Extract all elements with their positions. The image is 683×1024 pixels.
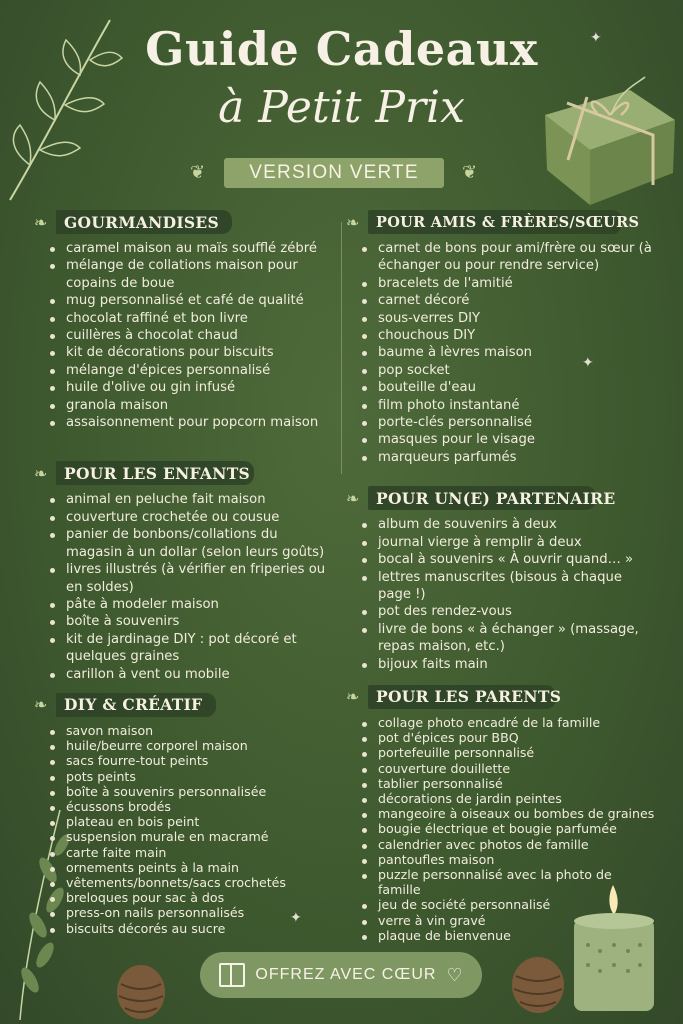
list-item: press-on nails personnalisés <box>50 905 334 920</box>
list-item: carnet décoré <box>362 292 656 309</box>
list-item: collage photo encadré de la famille <box>362 715 656 730</box>
section-parents <box>346 683 656 943</box>
section-title: DIY & CRÉATIF <box>64 695 203 715</box>
list-item: film photo instantané <box>362 397 656 414</box>
list-item: lettres manuscrites (bisous à chaque page !) <box>362 569 656 604</box>
list-item: mélange d'épices personnalisé <box>50 362 334 379</box>
leaf-icon: ❦ <box>462 162 478 183</box>
leaf-icon: ❧ <box>346 488 360 508</box>
leaf-icon: ❦ <box>190 162 206 183</box>
list-item: caramel maison au maïs soufflé zébré <box>50 240 334 257</box>
list-item: chocolat raffiné et bon livre <box>50 310 334 327</box>
list-item: décorations de jardin peintes <box>362 791 656 806</box>
list-item: boîte à souvenirs <box>50 613 334 630</box>
list-item: baume à lèvres maison <box>362 344 656 361</box>
list-item: sous-verres DIY <box>362 310 656 327</box>
list-item: huile/beurre corporel maison <box>50 738 334 753</box>
version-badge: VERSION VERTE <box>224 158 444 188</box>
section-title: POUR LES ENFANTS <box>64 463 251 483</box>
leaf-icon: ❧ <box>346 687 360 707</box>
section-title: GOURMANDISES <box>64 212 219 232</box>
list-item: ornements peints à la main <box>50 860 334 875</box>
list-item: bougie électrique et bougie parfumée <box>362 821 656 836</box>
list-item: granola maison <box>50 397 334 414</box>
list-item: biscuits décorés au sucre <box>50 921 334 936</box>
list-item: breloques pour sac à dos <box>50 890 334 905</box>
list-item: carnet de bons pour ami/frère ou sœur (à échanger ou pour rendre service) <box>362 240 656 275</box>
list-item: livre de bons « à échanger » (massage, repas maison, etc.) <box>362 621 656 656</box>
list-item: suspension murale en macramé <box>50 829 334 844</box>
leaf-icon: ❧ <box>346 212 360 232</box>
list-item: tablier personnalisé <box>362 776 656 791</box>
list-item: savon maison <box>50 723 334 738</box>
list-item: vêtements/bonnets/sacs crochetés <box>50 875 334 890</box>
pine-cone-illustration <box>113 960 169 1022</box>
list-item: carte faite main <box>50 845 334 860</box>
list-item: calendrier avec photos de famille <box>362 837 656 852</box>
list-item: bracelets de l'amitié <box>362 275 656 292</box>
list-item: masques pour le visage <box>362 431 656 448</box>
sparkle-icon: ✦ <box>290 910 302 926</box>
section-diy <box>34 691 334 936</box>
list-item: huile d'olive ou gin infusé <box>50 379 334 396</box>
gift-list <box>346 240 656 466</box>
title-line1: Guide Cadeaux <box>145 22 538 76</box>
right-column <box>346 208 656 943</box>
list-item: album de souvenirs à deux <box>362 516 656 533</box>
footer-label: OFFREZ AVEC CŒUR <box>255 966 437 983</box>
list-item: cuillères à chocolat chaud <box>50 327 334 344</box>
section-enfants <box>34 459 334 682</box>
list-item: pop socket <box>362 362 656 379</box>
list-item: assaisonnement pour popcorn maison <box>50 414 334 431</box>
list-item: carillon à vent ou mobile <box>50 666 334 683</box>
section-title: POUR LES PARENTS <box>376 687 562 707</box>
section-header <box>346 208 656 236</box>
list-item: mangeoire à oiseaux ou bombes de graines <box>362 806 656 821</box>
list-item: couverture douillette <box>362 761 656 776</box>
list-item: pâte à modeler maison <box>50 596 334 613</box>
list-item: couverture crochetée ou cousue <box>50 509 334 526</box>
list-item: mélange de collations maison pour copains de boue <box>50 257 334 292</box>
section-amis <box>346 208 656 466</box>
list-item: sacs fourre-tout peints <box>50 753 334 768</box>
list-item: verre à vin gravé <box>362 913 656 928</box>
list-item: jeu de société personnalisé <box>362 897 656 912</box>
section-title: POUR AMIS & FRÈRES/SŒURS <box>376 213 640 231</box>
title-line2: à Petit Prix <box>218 82 465 133</box>
section-header <box>34 459 334 487</box>
list-item: boîte à souvenirs personnalisée <box>50 784 334 799</box>
list-item: bouteille d'eau <box>362 379 656 396</box>
list-item: journal vierge à remplir à deux <box>362 534 656 551</box>
left-column <box>34 208 334 936</box>
section-header <box>346 683 656 711</box>
list-item: kit de jardinage DIY : pot décoré et quelques graines <box>50 631 334 666</box>
list-item: mug personnalisé et café de qualité <box>50 292 334 309</box>
gift-list <box>34 723 334 936</box>
section-title: POUR UN(E) PARTENAIRE <box>376 488 616 508</box>
footer-banner <box>200 952 482 998</box>
list-item: pot d'épices pour BBQ <box>362 730 656 745</box>
list-item: plaque de bienvenue <box>362 928 656 943</box>
list-item: porte-clés personnalisé <box>362 414 656 431</box>
section-header <box>346 484 656 512</box>
list-item: panier de bonbons/collations du magasin à un dollar (selon leurs goûts) <box>50 526 334 561</box>
gift-list <box>346 516 656 673</box>
list-item: marqueurs parfumés <box>362 449 656 466</box>
heart-icon: ♡ <box>446 964 463 986</box>
section-header <box>34 208 334 236</box>
gift-icon <box>219 963 245 987</box>
list-item: animal en peluche fait maison <box>50 491 334 508</box>
list-item: bijoux faits main <box>362 656 656 673</box>
section-header <box>34 691 334 719</box>
column-divider <box>341 222 342 474</box>
gift-list <box>346 715 656 943</box>
list-item: kit de décorations pour biscuits <box>50 344 334 361</box>
leaf-icon: ❧ <box>34 463 48 483</box>
section-gourmandises <box>34 208 334 431</box>
list-item: pot des rendez-vous <box>362 603 656 620</box>
gift-list <box>34 491 334 682</box>
section-partenaire <box>346 484 656 673</box>
list-item: plateau en bois peint <box>50 814 334 829</box>
list-item: portefeuille personnalisé <box>362 745 656 760</box>
leaf-icon: ❧ <box>34 212 48 232</box>
list-item: pantoufles maison <box>362 852 656 867</box>
list-item: bocal à souvenirs « À ouvrir quand… » <box>362 551 656 568</box>
gift-list <box>34 240 334 431</box>
list-item: puzzle personnalisé avec la photo de famille <box>362 867 656 897</box>
sparkle-icon: ✦ <box>590 30 602 46</box>
list-item: livres illustrés (à vérifier en friperies ou en soldes) <box>50 561 334 596</box>
sparkle-icon: ✦ <box>582 355 594 371</box>
pine-cone-illustration <box>508 952 568 1016</box>
leaf-icon: ❧ <box>34 695 48 715</box>
list-item: chouchous DIY <box>362 327 656 344</box>
list-item: pots peints <box>50 769 334 784</box>
list-item: écussons brodés <box>50 799 334 814</box>
